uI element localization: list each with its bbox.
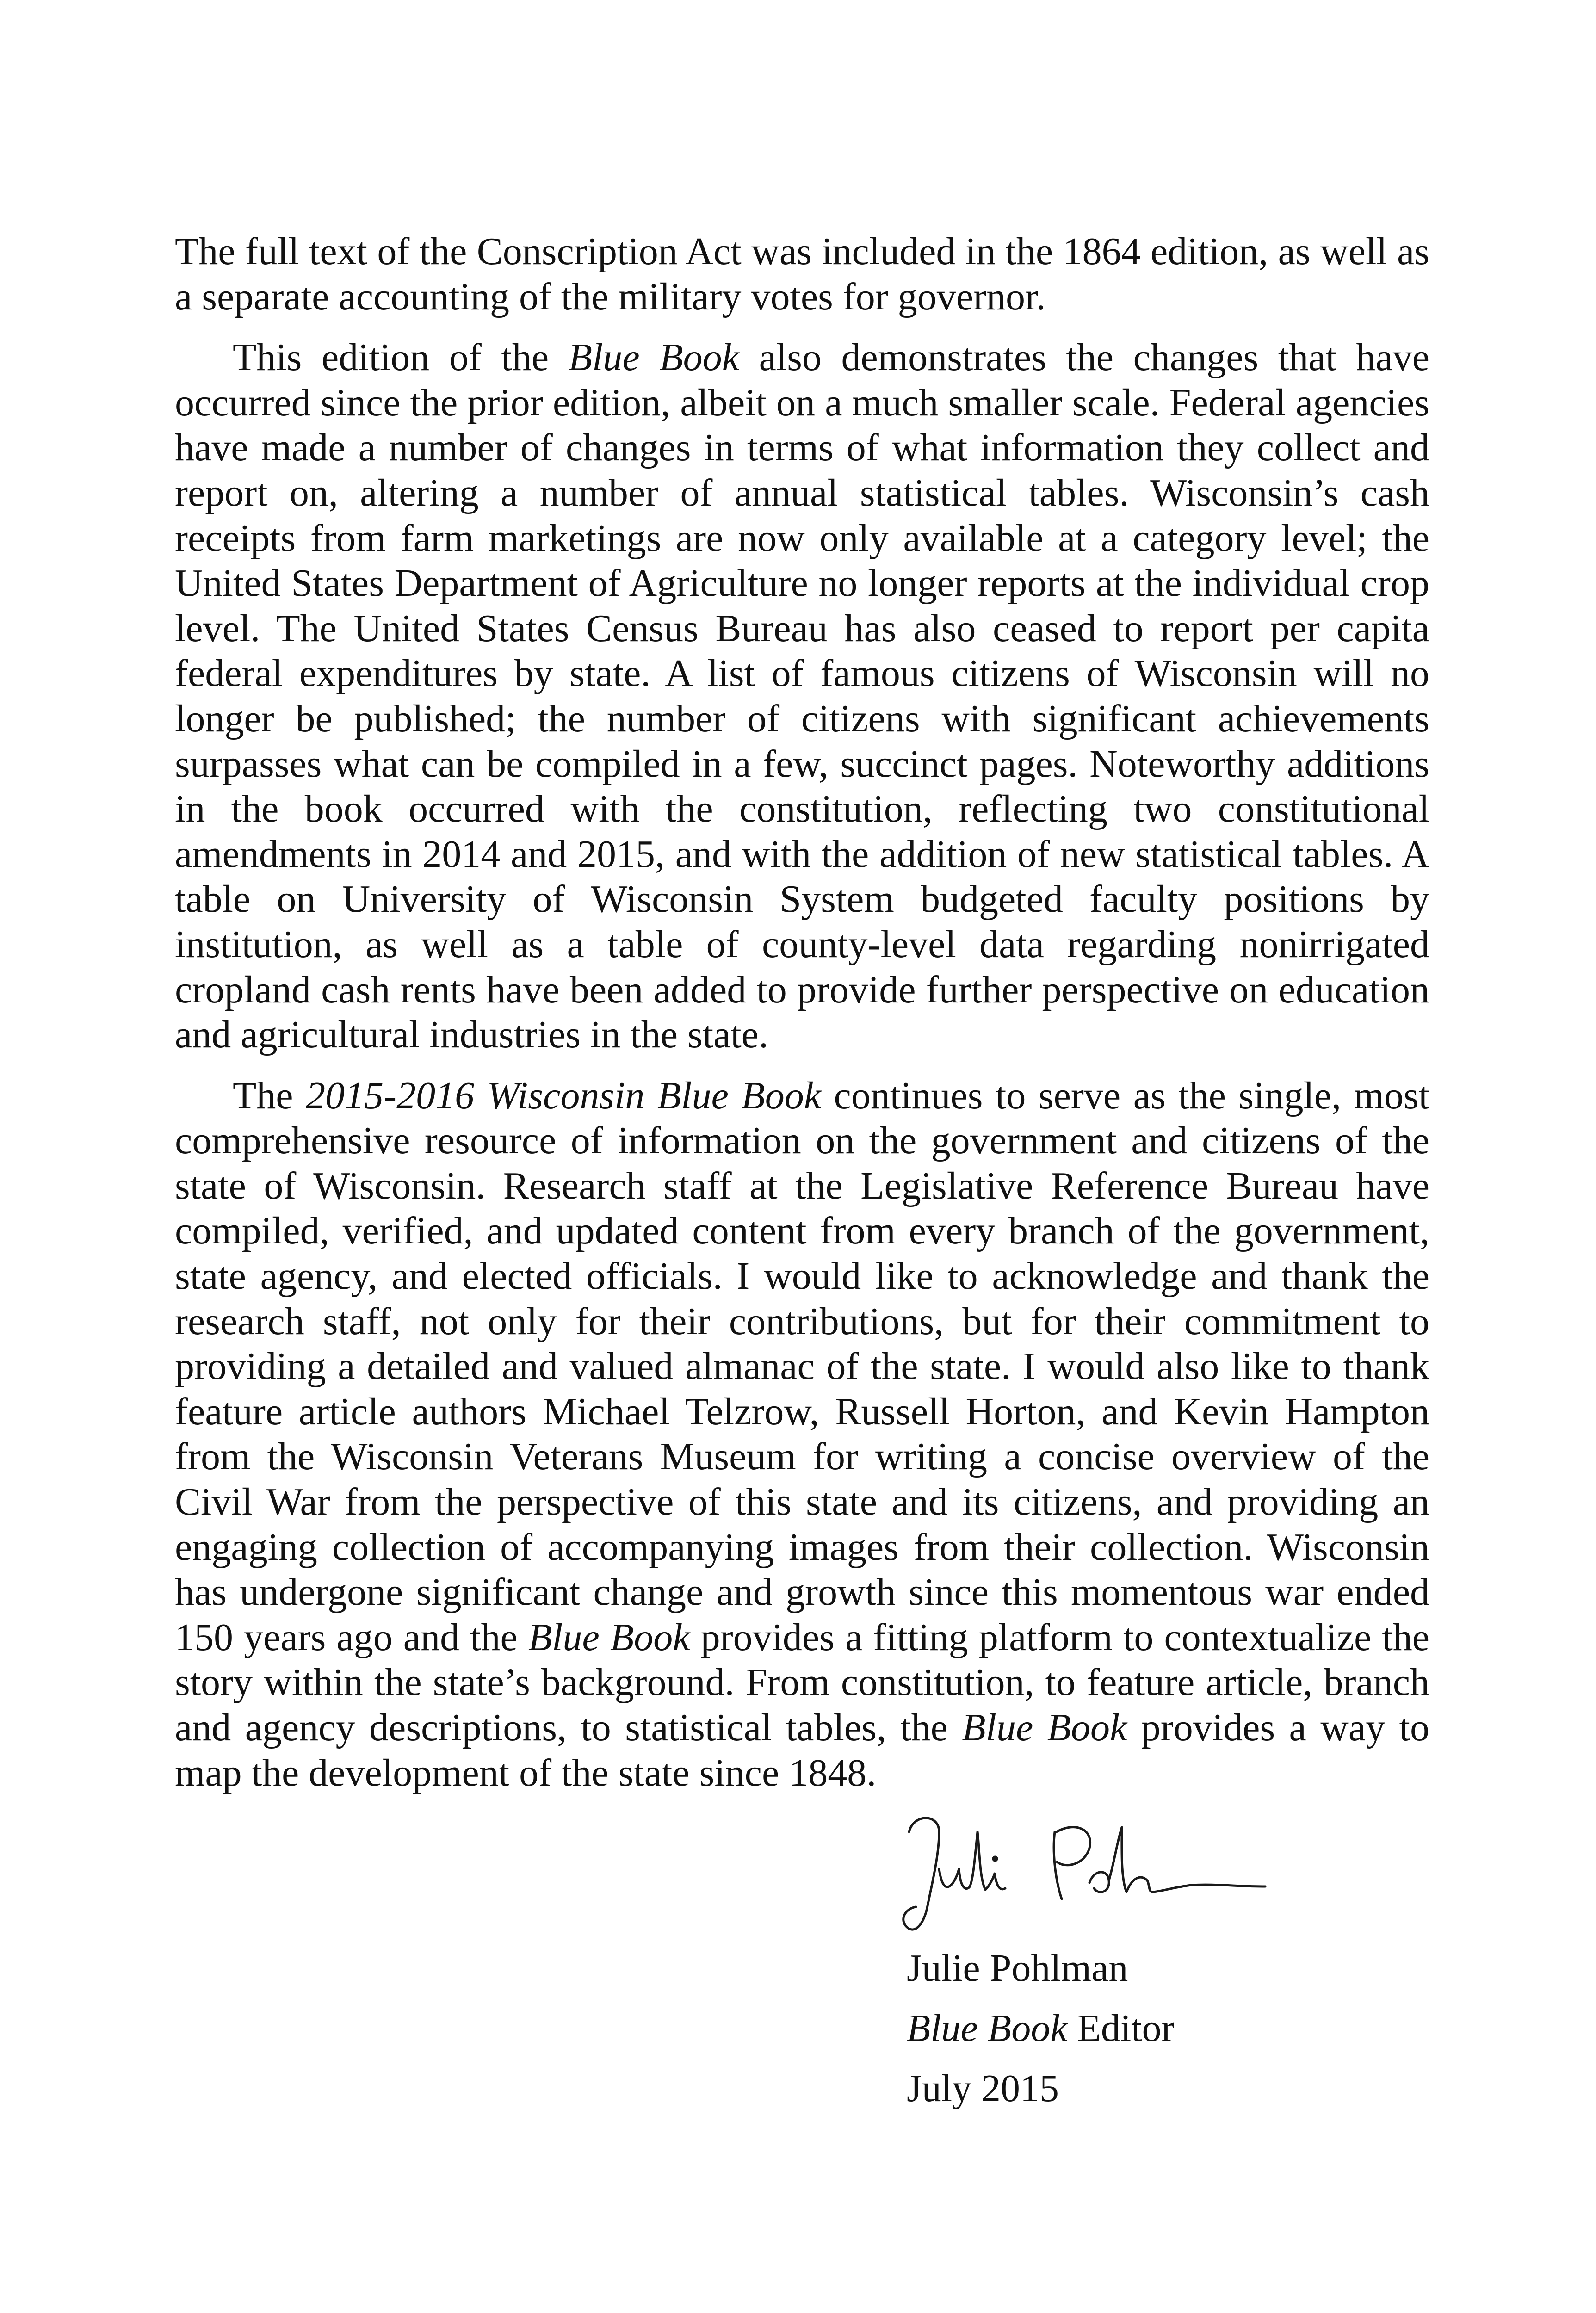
paragraph-1: The full text of the Conscription Act was included in the 1864 edition, as well as a separate accounting of the military votes for governor. (175, 230, 1429, 318)
blue-book-title: Blue Book (528, 1615, 690, 1659)
editor-name: Julie Pohlman (907, 1947, 1128, 1990)
blue-book-edition-title: 2015-2016 Wisconsin Blue Book (306, 1074, 821, 1117)
signature-block (907, 1938, 1175, 2119)
paragraph-2: This edition of the Blue Book also demonstrates the changes that have occurred since the prior edition, albeit on a much smaller scale. Federal agencies have made a number of changes in terms of what information they collect and report on, altering a number of annual statistical tables. Wisconsin’s cash receipts from farm marketings are now only available at a category level; the United States Department of Agriculture no longer reports at the individual crop level. The United States Census Bureau has also ceased to report per capita federal expenditures by state. A list of famous citizens of Wisconsin will no longer be published; the number of citizens with significant achievements surpasses what can be compiled in a few, succinct pages. Noteworthy additions in the book occurred with the constitution, reflecting two constitutional amendments in 2014 and 2015, and with the addition of new statistical tables. A table on University of Wisconsin System budgeted faculty positions by institution, as well as a table of county-level data regarding nonirrigated cropland cash rents have been added to provide further perspective on education and agricultural industries in the state. (175, 336, 1429, 1057)
signature-date: July 2015 (907, 2067, 1059, 2110)
blue-book-title: Blue Book (907, 2007, 1068, 2050)
handwritten-signature (895, 1804, 1274, 1943)
blue-book-title: Blue Book (962, 1706, 1127, 1749)
body-text (175, 229, 1429, 1811)
editor-title: Blue Book Editor (907, 2007, 1175, 2050)
blue-book-title: Blue Book (568, 336, 739, 379)
paragraph-3: The 2015-2016 Wisconsin Blue Book continues to serve as the single, most comprehensive resource of information on the government and citizens of the state of Wisconsin. Research staff at the Legislative Reference Bureau have compiled, verified, and updated content from every branch of the government, state agency, and elected officials. I would like to acknowledge and thank the research staff, not only for their contributions, but for their commitment to providing a detailed and valued almanac of the state. I would also like to thank feature article authors Michael Telzrow, Russell Horton, and Kevin Hampton from the Wisconsin Veterans Museum for writing a concise overview of the Civil War from the perspective of this state and its citizens, and providing an engaging collection of accompanying images from their collection. Wisconsin has undergone significant change and growth since this momentous war ended 150 years ago and the Blue Book provides a fitting platform to contextualize the story within the state’s background. From constitution, to feature article, branch and agency descriptions, to statistical tables, the Blue Book provides a way to map the development of the state since 1848. (175, 1074, 1429, 1794)
